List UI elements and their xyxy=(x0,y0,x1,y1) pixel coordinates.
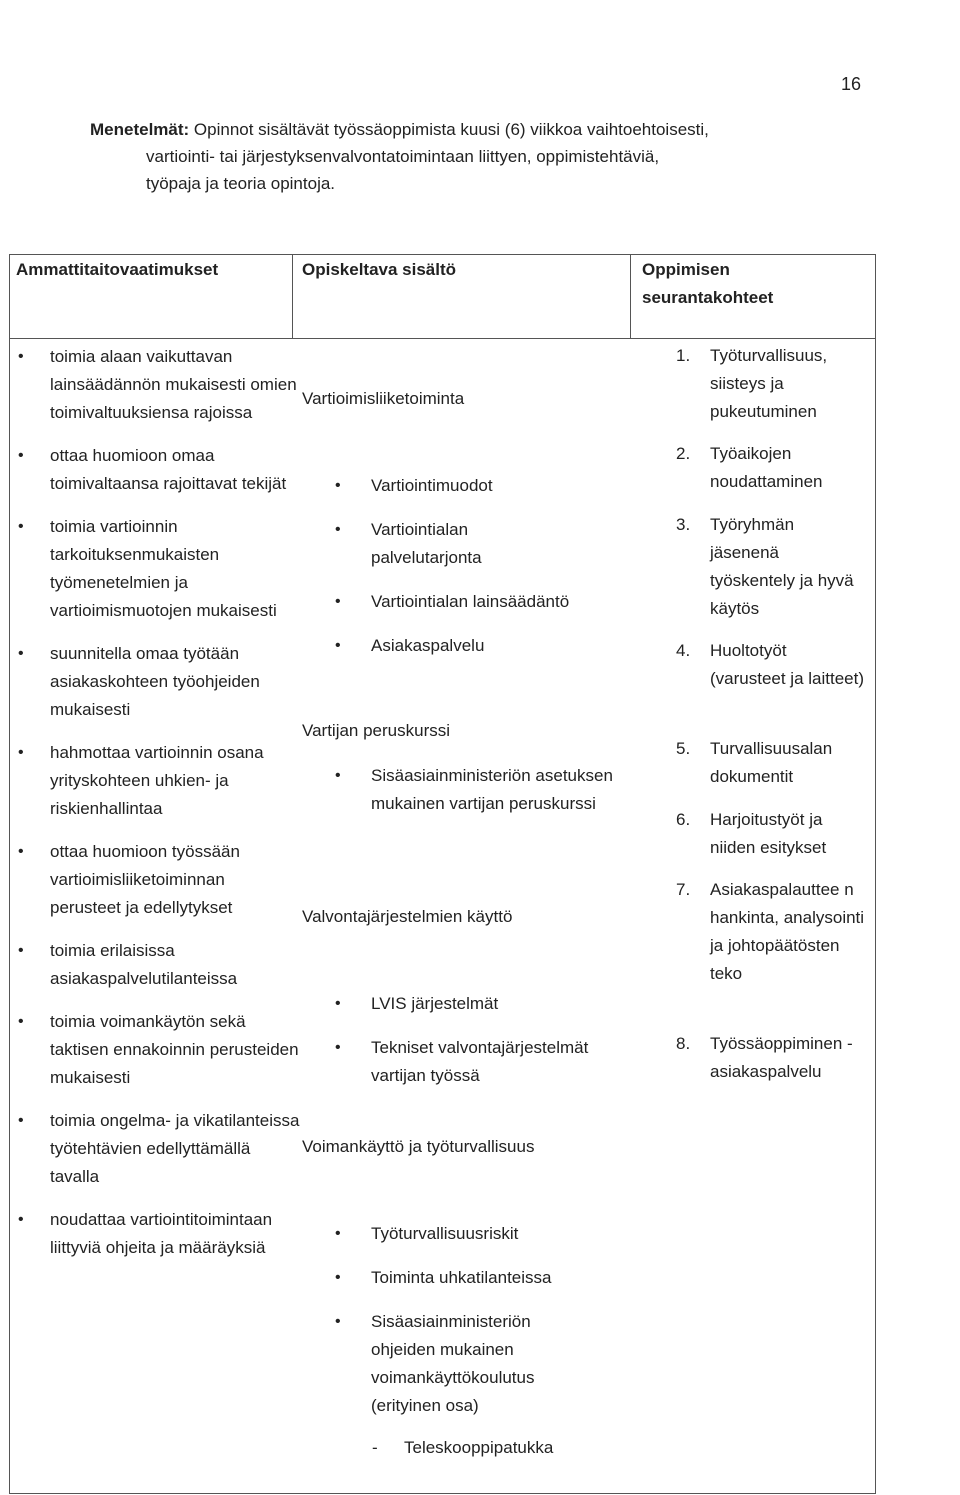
content-item: • Asiakaspalvelu xyxy=(371,632,601,660)
followup-text: Huoltotyöt (varusteet ja laitteet) xyxy=(710,641,865,688)
content-item: • Sisäasiainministeriön asetuksen mukainen vartijan peruskurssi xyxy=(371,762,626,818)
followup-item xyxy=(676,342,865,426)
followup-item xyxy=(676,1030,865,1086)
followup-item xyxy=(676,806,865,862)
followup-text: Turvallisuusalan dokumentit xyxy=(710,739,833,786)
followup-number: 3. xyxy=(676,515,691,534)
content-item: • Toiminta uhkatilanteissa xyxy=(371,1264,621,1292)
content-item: • Sisäasiainministeriön ohjeiden mukainen voimankäyttökoulutus (erityinen osa) xyxy=(371,1308,576,1420)
header-followup-line-1: Oppimisen xyxy=(642,260,730,279)
followup-number: 2. xyxy=(676,444,691,463)
followup-number: 8. xyxy=(676,1034,691,1053)
content-section-title: Voimankäyttö ja työturvallisuus xyxy=(302,1137,535,1156)
requirement-item: • toimia alaan vaikuttavan lainsäädännön mukaisesti omien toimivaltuuksiensa rajoissa xyxy=(50,343,300,427)
followup-item xyxy=(676,876,865,988)
followup-item xyxy=(676,735,865,791)
methods-line-1: Opinnot sisältävät työssäoppimista kuusi (6) viikkoa vaihtoehtoisesti, xyxy=(193,120,709,139)
methods-line-3: työpaja ja teoria opintoja. xyxy=(146,174,336,193)
followup-number: 6. xyxy=(676,810,691,829)
content-item: • Tekniset valvontajärjestelmät vartijan työssä xyxy=(371,1034,626,1090)
page-number: 16 xyxy=(841,74,862,94)
followup-text: Työaikojen noudattaminen xyxy=(710,444,823,491)
followup-text: Harjoitustyöt ja niiden esitykset xyxy=(710,810,827,857)
content-item: • Vartiointialan palvelutarjonta xyxy=(371,516,541,572)
header-divider xyxy=(9,338,876,339)
followup-item xyxy=(676,511,865,623)
requirement-item: • toimia erilaisissa asiakaspalvelutilanteissa xyxy=(50,937,300,993)
requirement-item: • noudattaa vartiointitoimintaan liittyviä ohjeita ja määräyksiä xyxy=(50,1206,300,1262)
header-followup xyxy=(642,256,832,312)
followup-text: Työryhmän jäsenenä työskentely ja hyvä käytös xyxy=(710,515,854,618)
content-section-title: Vartioimisliiketoiminta xyxy=(302,389,465,408)
content-section-title: Vartijan peruskurssi xyxy=(302,721,451,740)
content-subitem: - Teleskooppipatukka xyxy=(404,1434,624,1462)
methods-paragraph xyxy=(90,116,850,197)
requirement-item: • suunnitella omaa työtään asiakaskohteen työohjeiden mukaisesti xyxy=(50,640,300,724)
requirement-item: • toimia ongelma- ja vikatilanteissa työtehtävien edellyttämällä tavalla xyxy=(50,1107,300,1191)
requirement-item: • toimia vartioinnin tarkoituksenmukaisten työmenetelmien ja vartioimismuotojen mukaisesti xyxy=(50,513,300,625)
followup-text: Työturvallisuus, siisteys ja pukeutuminen xyxy=(710,346,828,421)
content-item: • Vartiointimuodot xyxy=(371,472,601,500)
requirements-list xyxy=(50,343,300,1277)
content-item: • Vartiointialan lainsäädäntö xyxy=(371,588,621,616)
requirement-item: • toimia voimankäytön sekä taktisen ennakoinnin perusteiden mukaisesti xyxy=(50,1008,300,1092)
followup-number: 5. xyxy=(676,739,691,758)
requirement-item: • hahmottaa vartioinnin osana yrityskohteen uhkien- ja riskienhallintaa xyxy=(50,739,300,823)
followup-number: 4. xyxy=(676,641,691,660)
content-item: • LVIS järjestelmät xyxy=(371,990,601,1018)
followup-text: Työssäoppiminen -asiakaspalvelu xyxy=(710,1034,853,1081)
followup-item xyxy=(676,440,865,496)
followup-number: 7. xyxy=(676,880,691,899)
followup-number: 1. xyxy=(676,346,691,365)
header-followup-line-2: seurantakohteet xyxy=(642,288,774,307)
requirement-item: • ottaa huomioon omaa toimivaltaansa rajoittavat tekijät xyxy=(50,442,300,498)
header-content: Opiskeltava sisältö xyxy=(302,260,457,279)
requirement-item: • ottaa huomioon työssään vartioimisliiketoiminnan perusteet ja edellytykset xyxy=(50,838,300,922)
column-divider-1 xyxy=(292,254,293,339)
methods-line-2: vartiointi- tai järjestyksenvalvontatoimintaan liittyen, oppimistehtäviä, xyxy=(146,147,660,166)
content-item: • Työturvallisuusriskit xyxy=(371,1220,601,1248)
header-requirements: Ammattitaitovaatimukset xyxy=(16,260,219,279)
followup-item xyxy=(676,637,865,693)
content-section-title: Valvontajärjestelmien käyttö xyxy=(302,907,513,926)
column-divider-2 xyxy=(630,254,631,339)
followup-text: Asiakaspalauttee n hankinta, analysointi ja johtopäätösten teko xyxy=(710,880,865,983)
methods-label: Menetelmät: xyxy=(90,120,190,139)
